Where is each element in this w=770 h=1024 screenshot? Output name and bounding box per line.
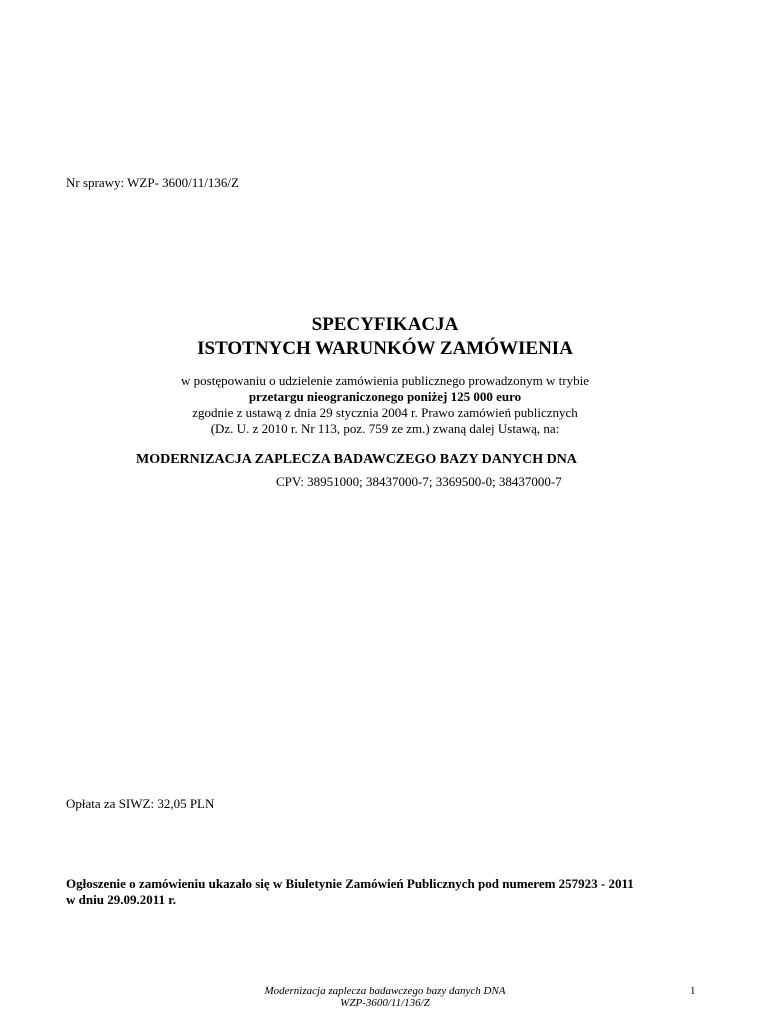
document-title: [0, 313, 770, 361]
procedure-intro: [0, 373, 770, 437]
announcement-line-2: w dniu 29.09.2011 r.: [66, 892, 177, 907]
announcement-line-1: Ogłoszenie o zamówieniu ukazało się w Biuletynie Zamówień Publicznych pod numerem 257923 - 2011: [66, 876, 634, 891]
contract-subject: MODERNIZACJA ZAPLECZA BADAWCZEGO BAZY DANYCH DNA: [136, 452, 577, 467]
announcement-notice: [66, 876, 716, 908]
cpv-codes: CPV: 38951000; 38437000-7; 3369500-0; 38437000-7: [276, 474, 562, 489]
title-line-1: SPECYFIKACJA: [311, 314, 459, 335]
footer-title: Modernizacja zaplecza badawczego bazy danych DNA: [264, 985, 506, 997]
page-footer: [0, 985, 770, 1009]
title-line-2: ISTOTNYCH WARUNKÓW ZAMÓWIENIA: [197, 338, 573, 359]
case-number: Nr sprawy: WZP- 3600/11/136/Z: [66, 175, 239, 190]
intro-line-1: w postępowaniu o udzielenie zamówienia publicznego prowadzonym w trybie: [181, 373, 589, 388]
siwz-fee: Opłata za SIWZ: 32,05 PLN: [66, 796, 215, 811]
intro-line-4: (Dz. U. z 2010 r. Nr 113, poz. 759 ze zm.) zwaną dalej Ustawą, na:: [210, 421, 560, 436]
intro-line-2-tender-mode: przetargu nieograniczonego poniżej 125 000 euro: [248, 389, 522, 404]
page-number: 1: [690, 985, 696, 997]
intro-line-3: zgodnie z ustawą z dnia 29 stycznia 2004 r. Prawo zamówień publicznych: [192, 405, 578, 420]
footer-reference: WZP-3600/11/136/Z: [340, 997, 430, 1009]
